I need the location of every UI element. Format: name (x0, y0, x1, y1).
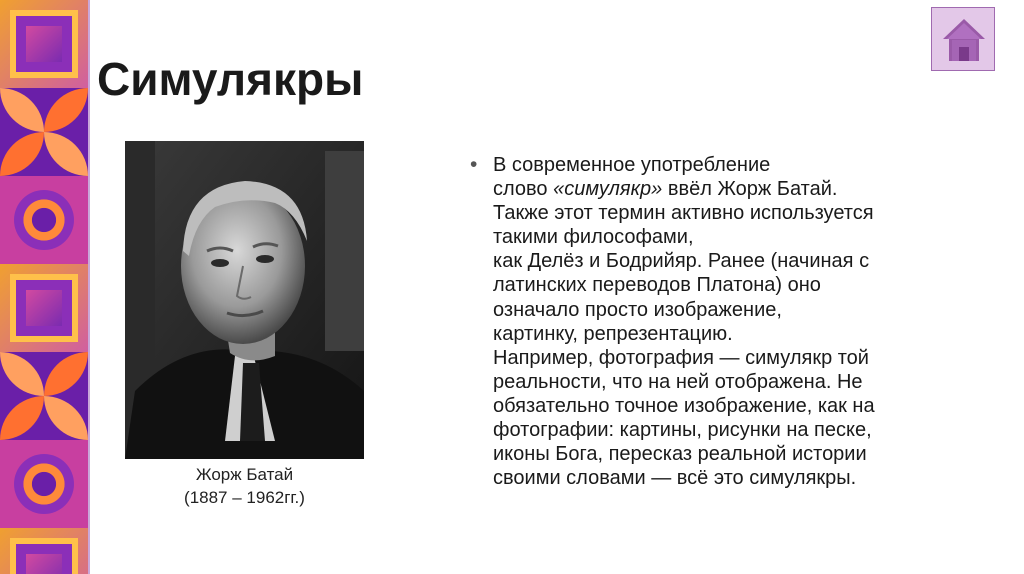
portrait-caption (125, 463, 364, 509)
body-line: такими философами, (493, 226, 694, 249)
ornament-square (0, 0, 88, 88)
ornament-circle (0, 176, 88, 264)
body-line: своими словами — всё это симулякры. (493, 467, 857, 490)
body-line: иконы Бога, пересказ реальной истории (493, 443, 867, 466)
body-line: фотографии: картины, рисунки на песке, (493, 419, 872, 442)
body-line: означало просто изображение, (493, 298, 782, 321)
caption-name: Жорж Батай (195, 465, 294, 484)
body-line: Также этот термин активно используется (493, 202, 874, 225)
body-line: обязательно точное изображение, как на (493, 394, 875, 417)
body-text-span: слово (493, 178, 554, 201)
strip-divider (88, 0, 90, 574)
body-line: реальности, что на ней отображена. Не (493, 370, 863, 393)
ornament-petals (0, 352, 88, 440)
home-button[interactable] (931, 7, 995, 71)
home-icon (939, 15, 989, 65)
body-text-span: ввёл Жорж Батай. (662, 178, 838, 201)
body-line (493, 177, 875, 201)
ornament-square (0, 264, 88, 352)
body-line: как Делёз и Бодрийяр. Ранее (начиная с (493, 250, 870, 273)
body-line: В современное употребление (493, 154, 771, 176)
body-line: латинских переводов Платона) оно (493, 274, 821, 297)
body-line: Например, фотография — симулякр той (493, 346, 869, 369)
slide-title: Симулякры (97, 53, 364, 105)
term-simulacrum: «симулякр» (553, 178, 663, 201)
ornament-petals (0, 88, 88, 176)
decorative-side-strip (0, 0, 88, 574)
bullet-icon: • (470, 153, 478, 176)
ornament-circle (0, 440, 88, 528)
portrait-photo (125, 141, 364, 459)
ornament-square (0, 528, 88, 574)
body-line: картинку, репрезентацию. (493, 322, 733, 345)
caption-years: (1887 – 1962гг.) (184, 488, 305, 507)
